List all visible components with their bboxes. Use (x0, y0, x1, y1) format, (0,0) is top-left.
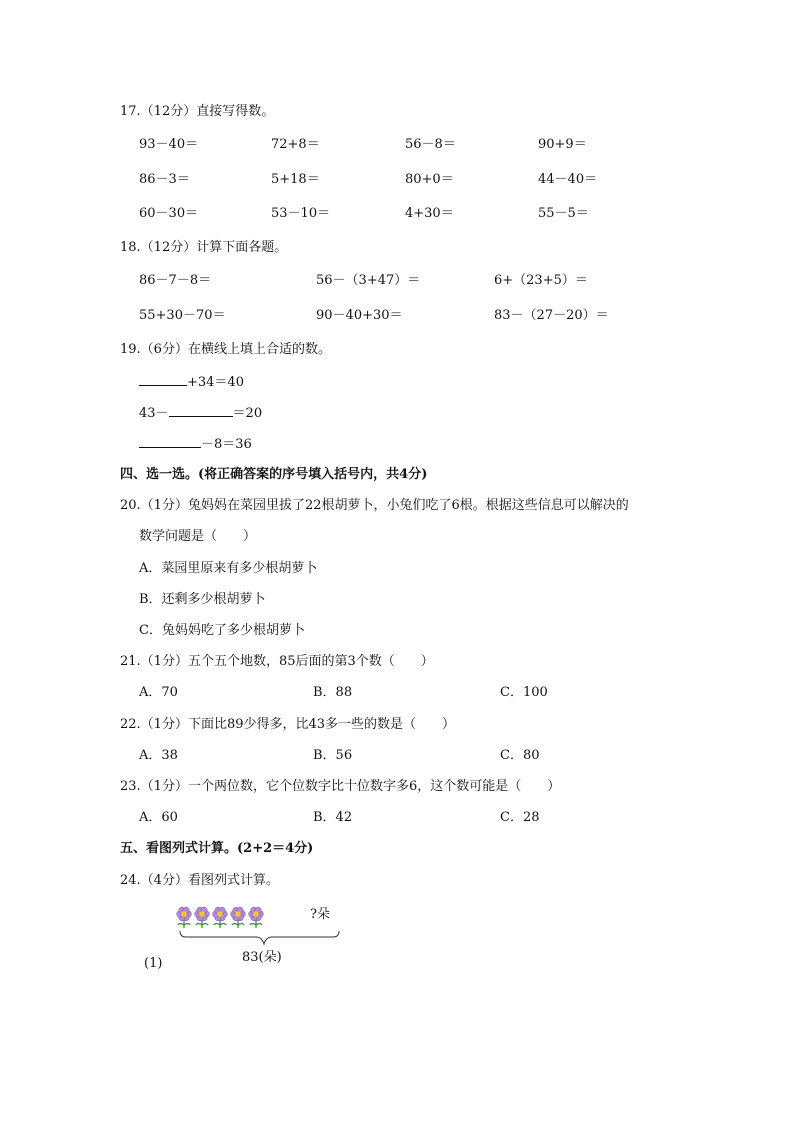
flower-icon (213, 907, 228, 928)
item-label: (1) (144, 956, 163, 971)
q23-option-c: C．28 (500, 810, 540, 825)
q19-line-1-text: +34＝40 (187, 375, 244, 390)
q19-line-1 (139, 373, 244, 391)
q19-line-2-text: ＝20 (232, 406, 263, 421)
q19-line-2 (139, 404, 262, 422)
q17-title: 17.（12分）直接写得数。 (120, 104, 275, 119)
q17-cell: 60－30＝ (139, 206, 199, 221)
q23-title: 23.（1分）一个两位数，它个位数字比十位数字多6，这个数可能是（ ） (120, 779, 561, 794)
q21-option-b: B．88 (313, 685, 353, 700)
q19-line-3-text: －8＝36 (201, 437, 252, 452)
q21-option-c: C．100 (500, 685, 548, 700)
q20-line-2: 数学问题是（ ） (139, 529, 257, 544)
q18-title: 18.（12分）计算下面各题。 (120, 240, 288, 255)
q19-title: 19.（6分）在横线上填上合适的数。 (120, 342, 331, 357)
q22-option-b: B．56 (313, 748, 353, 763)
q17-cell: 5+18＝ (271, 172, 320, 187)
flower-icon (177, 907, 192, 928)
q20-option-b: B．还剩多少根胡萝卜 (139, 592, 266, 607)
q20-line-1: 20.（1分）兔妈妈在菜园里拔了22根胡萝卜，小兔们吃了6根。根据这些信息可以解决的 (120, 498, 629, 513)
q23-option-b: B．42 (313, 810, 353, 825)
q22-option-c: C．80 (500, 748, 540, 763)
q18-cell: 83－（27－20）＝ (494, 308, 609, 323)
q17-cell: 56－8＝ (405, 137, 456, 152)
q18-cell: 56－（3+47）＝ (316, 273, 421, 288)
section-5-title: 五、看图列式计算。(2+2＝4分) (120, 841, 314, 856)
q22-title: 22.（1分）下面比89少得多，比43多一些的数是（ ） (120, 717, 456, 732)
answer-blank[interactable] (139, 373, 187, 386)
flower-icon (195, 907, 210, 928)
q18-cell: 55+30－70＝ (139, 308, 226, 323)
total-label: 83(朵) (242, 950, 282, 965)
q18-cell: 86－7－8＝ (139, 273, 212, 288)
brace (180, 931, 339, 944)
q17-cell: 90+9＝ (538, 137, 587, 152)
q17-cell: 93－40＝ (139, 137, 199, 152)
q19-line-3 (139, 435, 252, 453)
q24-title: 24.（4分）看图列式计算。 (120, 873, 279, 888)
flower-icon (231, 907, 246, 928)
q17-cell: 53－10＝ (271, 206, 331, 221)
q23-option-a: A．60 (139, 810, 178, 825)
q18-cell: 90－40+30＝ (316, 308, 403, 323)
answer-blank[interactable] (139, 435, 201, 448)
q17-cell: 86－3＝ (139, 172, 190, 187)
q19-line-2-prefix: 43－ (139, 406, 169, 421)
q17-cell: 44－40＝ (538, 172, 598, 187)
q21-title: 21.（1分）五个五个地数，85后面的第3个数（ ） (120, 654, 434, 669)
q17-cell: 80+0＝ (405, 172, 454, 187)
flower-row (177, 907, 264, 928)
q17-cell: 4+30＝ (405, 206, 454, 221)
q20-option-c: C．兔妈妈吃了多少根胡萝卜 (139, 623, 305, 638)
q17-cell: 55－5＝ (538, 206, 589, 221)
q22-option-a: A．38 (139, 748, 178, 763)
answer-blank[interactable] (169, 404, 233, 417)
q18-cell: 6+（23+5）＝ (494, 273, 588, 288)
section-4-title: 四、选一选。(将正确答案的序号填入括号内，共4分) (120, 467, 428, 482)
q17-cell: 72+8＝ (271, 137, 320, 152)
question-label: ?朵 (310, 907, 330, 922)
q24-figure (120, 900, 380, 980)
q20-option-a: A．菜园里原来有多少根胡萝卜 (139, 561, 318, 576)
flower-icon (249, 907, 264, 928)
q21-option-a: A．70 (139, 685, 178, 700)
